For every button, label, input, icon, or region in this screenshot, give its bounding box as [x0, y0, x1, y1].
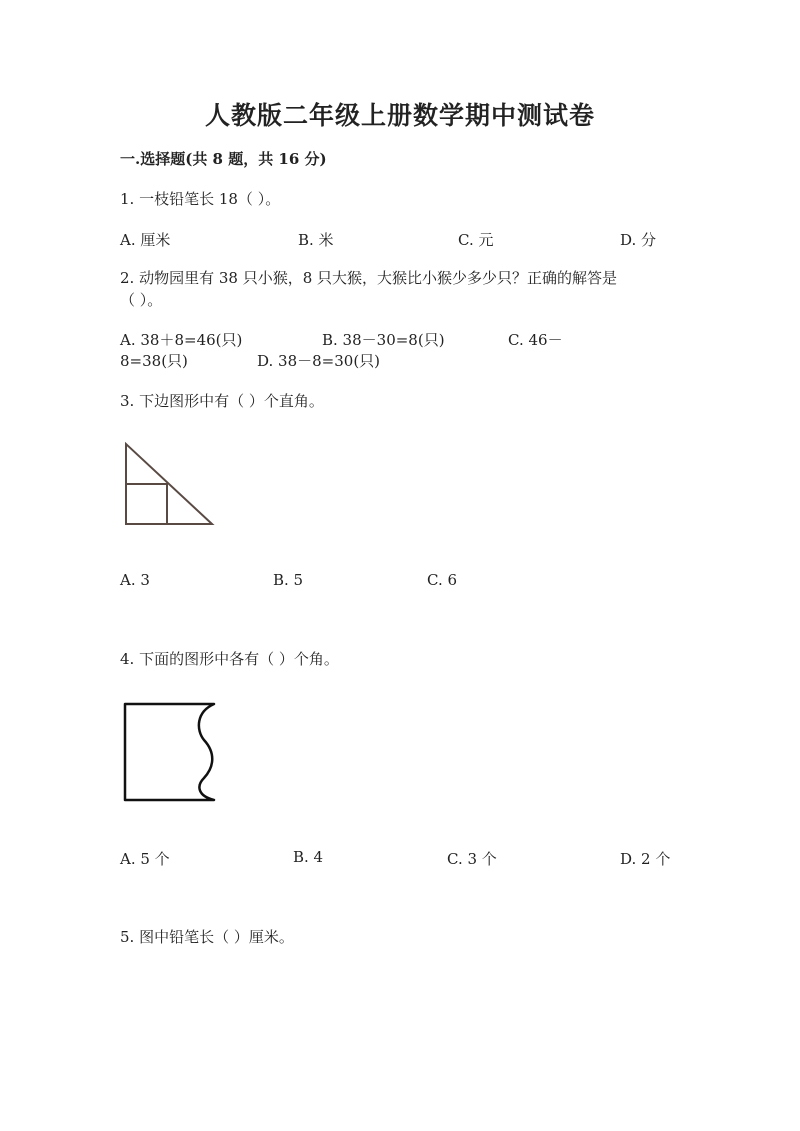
- question-4-option-a: A. 5 个: [120, 850, 170, 868]
- question-3-option-c: C. 6: [427, 571, 458, 589]
- question-1-option-c: C. 元: [458, 231, 494, 249]
- question-3-option-b: B. 5: [273, 571, 304, 589]
- question-4-stem: 4. 下面的图形中各有（ ）个角。: [120, 650, 339, 668]
- page-title: 人教版二年级上册数学期中测试卷: [204, 101, 595, 130]
- question-2-option-d: D. 38－8=30(只): [257, 352, 381, 370]
- question-1-option-d: D. 分: [620, 231, 657, 249]
- question-1-option-b: B. 米: [298, 231, 334, 249]
- question-1-option-a: A. 厘米: [120, 231, 171, 249]
- question-3-stem: 3. 下边图形中有（ ）个直角。: [120, 392, 324, 410]
- question-4-option-d: D. 2 个: [620, 850, 671, 868]
- question-2-stem-line-2: （ ）。: [120, 291, 163, 309]
- question-4-option-b: B. 4: [293, 848, 324, 866]
- question-5-stem: 5. 图中铅笔长（ ）厘米。: [120, 928, 294, 946]
- question-1-stem: 1. 一枝铅笔长 18（ ）。: [120, 190, 281, 208]
- question-2-option-c: C. 46－: [508, 331, 563, 349]
- section-heading: 一.选择题(共 8 题，共 16 分): [120, 150, 327, 168]
- question-3-option-a: A. 3: [120, 571, 150, 589]
- question-2-stem-line-1: 2. 动物园里有 38 只小猴，8 只大猴，大猴比小猴少多少只？正确的解答是: [120, 269, 618, 287]
- question-2-option-b: B. 38－30=8(只): [322, 331, 445, 349]
- right-triangle-figure: [118, 438, 218, 530]
- question-2-option-a: A. 38＋8=46(只): [120, 331, 243, 349]
- wavy-square-figure: [118, 698, 228, 806]
- question-4-option-c: C. 3 个: [447, 850, 497, 868]
- question-2-option-c-continued: 8=38(只): [120, 352, 188, 370]
